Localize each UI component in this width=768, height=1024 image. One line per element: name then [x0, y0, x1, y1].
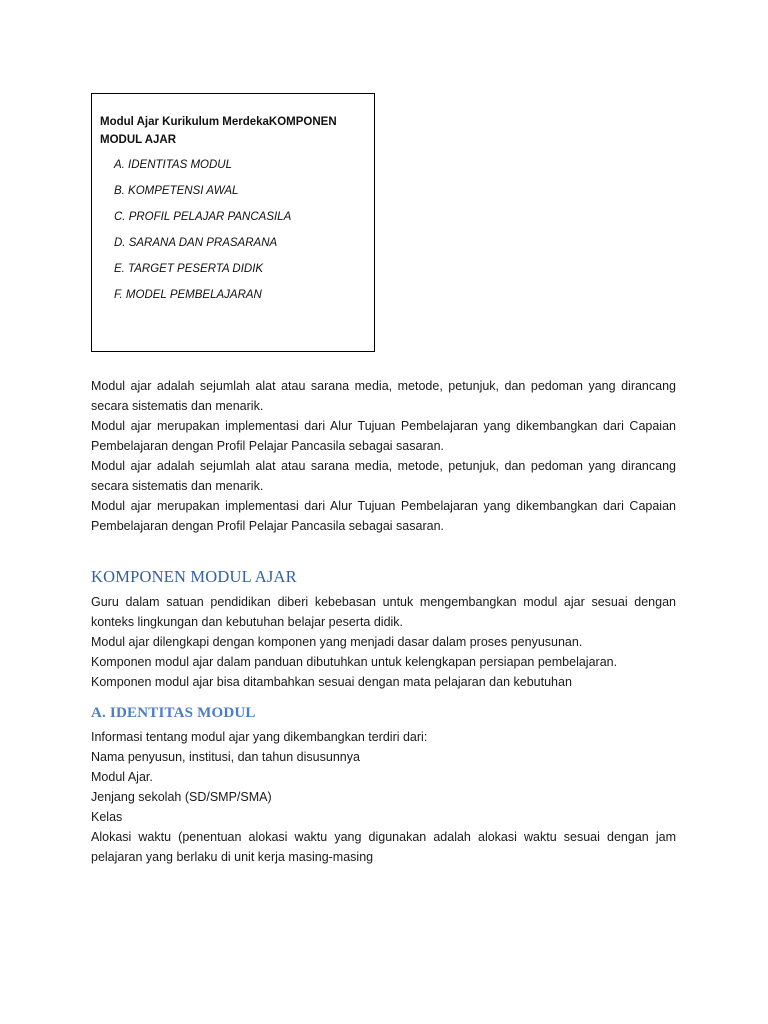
- intro-paragraph: Modul ajar merupakan implementasi dari Alur Tujuan Pembelajaran yang dikembangkan dari Capaian Pembelajaran dengan Profil Pelajar Pancasila sebagai sasaran.: [91, 419, 676, 453]
- identitas-line: Informasi tentang modul ajar yang dikembangkan terdiri dari:: [91, 730, 428, 744]
- table-of-contents-box: [91, 93, 375, 352]
- intro-section: [91, 376, 676, 536]
- identitas-section: [91, 727, 676, 867]
- identitas-line: Modul Ajar.: [91, 770, 153, 784]
- toc-item-target: E. TARGET PESERTA DIDIK: [114, 263, 264, 275]
- toc-item-kompetensi: B. KOMPETENSI AWAL: [114, 185, 239, 197]
- komponen-paragraph: Modul ajar dilengkapi dengan komponen yang menjadi dasar dalam proses penyusunan.: [91, 635, 583, 649]
- identitas-line: Kelas: [91, 810, 123, 824]
- identitas-heading: A. IDENTITAS MODUL: [91, 705, 256, 721]
- komponen-section: [91, 592, 676, 692]
- intro-paragraph: Modul ajar merupakan implementasi dari Alur Tujuan Pembelajaran yang dikembangkan dari Capaian Pembelajaran dengan Profil Pelajar Pancasila sebagai sasaran.: [91, 499, 676, 533]
- toc-item-identitas: A. IDENTITAS MODUL: [114, 159, 232, 171]
- komponen-paragraph: Komponen modul ajar bisa ditambahkan sesuai dengan mata pelajaran dan kebutuhan: [91, 675, 572, 689]
- komponen-paragraph: Guru dalam satuan pendidikan diberi kebebasan untuk mengembangkan modul ajar sesuai dengan konteks lingkungan dan kebutuhan belajar peserta didik.: [91, 595, 676, 629]
- intro-paragraph: Modul ajar adalah sejumlah alat atau sarana media, metode, petunjuk, dan pedoman yang dirancang secara sistematis dan menarik.: [91, 379, 676, 413]
- toc-list: [114, 156, 291, 312]
- toc-item-profil: C. PROFIL PELAJAR PANCASILA: [114, 211, 292, 223]
- intro-paragraph: Modul ajar adalah sejumlah alat atau sarana media, metode, petunjuk, dan pedoman yang dirancang secara sistematis dan menarik.: [91, 459, 676, 493]
- toc-title: Modul Ajar Kurikulum MerdekaKOMPONEN MODUL AJAR: [100, 116, 337, 146]
- identitas-line: Alokasi waktu (penentuan alokasi waktu yang digunakan adalah alokasi waktu sesuai dengan jam pelajaran yang berlaku di unit kerja masing-masing: [91, 830, 676, 864]
- identitas-line: Jenjang sekolah (SD/SMP/SMA): [91, 790, 272, 804]
- toc-item-sarana: D. SARANA DAN PRASARANA: [114, 237, 278, 249]
- identitas-line: Nama penyusun, institusi, dan tahun disusunnya: [91, 750, 360, 764]
- komponen-heading: KOMPONEN MODUL AJAR: [91, 567, 297, 586]
- komponen-paragraph: Komponen modul ajar dalam panduan dibutuhkan untuk kelengkapan persiapan pembelajaran.: [91, 655, 618, 669]
- toc-item-model: F. MODEL PEMBELAJARAN: [114, 289, 262, 301]
